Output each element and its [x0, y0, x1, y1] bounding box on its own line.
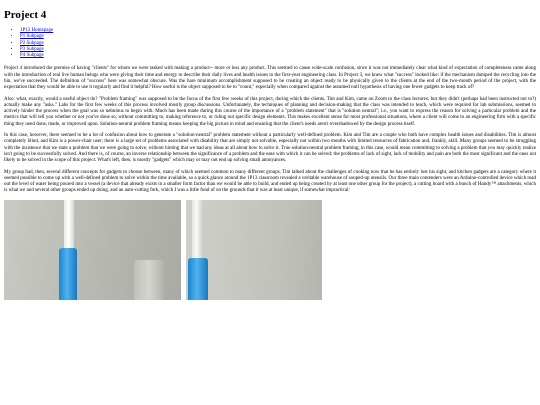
photo-tube-blue-2: [188, 258, 208, 300]
page-title: Project 4: [4, 9, 47, 21]
photo-tube-gray: [134, 260, 164, 300]
nav-link-p2[interactable]: P2 Subpage: [20, 40, 44, 46]
paragraph-problem-framing: Also: what, exactly, would a useful object do? "Problem framing" was supposed to be the focus of the first few weeks of this project, during which the clients, Tim and Kim, came on Zoom to the class lectures; but they didn't (perhaps had been instructed not to?) actually make any "asks." Labs for the first few weeks of this process involved mostly group discussions. Unfortunately, the techniques of planning and decision-making that the class was intended to teach, which were required for lab submissions, seemed to actively hinder the process when the goal was so nebulous to begin with. Much has been made during this course of the importance of a "problem statement" that is "solution neutral"; i.e., you want to express the reason for solving a particular problem and the metrics that will tell you whether or not you've done so, without committing to, making reference to, or ruling out specific design elements. This makes excellent sense for most professional situations, where a client will come to an engineering firm with a specific thing they need done, made, or improved upon. Solution-neutral problem framing means keeping the big picture in mind and ensuring that the client's needs aren't overshadowed by the design process itself.: [4, 96, 536, 127]
nav-link-p3[interactable]: P3 Subpage: [20, 46, 44, 52]
subpage-nav-list: [4, 28, 536, 59]
prototype-photo-1: [4, 200, 181, 300]
photo-tube-white: [64, 200, 74, 254]
page-content: [4, 0, 536, 300]
nav-link-p1[interactable]: P1 Subpage: [20, 34, 44, 40]
nav-item-p4: [20, 53, 536, 59]
paragraph-intro: Project 4 introduced the premise of having "clients" for whom we were tasked with making a product-- more or less any product. This seemed to cause wide-scale confusion, since it was not immediately clear what kind of expectation of completeness came along with the introduction of real live human beings who were giving their time and energy to describe their daily lives and health issues to the first-year engineering class. In Project 3, we knew what "success" looked like: if the mechanism dumped the recycling into the bin, we've succeeded. The definition of "success" here was somewhat obscure. Was the bare minimum accomplishment supposed to be creating an object ready to be physically given to the clients at the end of the two-month period of the project, with the expectation that they would be able to use it regularly and find it helpful? How useful is the object supposed to be to "count," especially when compared against the assumed null hypothesis of having one fewer gadgets to keep track of?: [4, 66, 536, 91]
paragraph-group-concepts: My group had, then, several different concepts for gadgets to choose between, many of which seemed common to many different groups. Tim talked about the challenges of cooking now that he has entirely lost his sight, and kitchen gadgets are a category where it seemed possible to come up with a well-defined problem to solve within the time available, so a quick glance around the 1P13 classroom revealed a veritable warehouse of souped-up utensils. Our three main contenders were an Arduino-controlled device which read out the level of water being poured into a vessel (a device that already exists in a smaller form factor than we would be able to build, and ended up being created by at least one other group for the project), a cutting board with a bunch of Handy™ attachments, which is what we and several other groups ended up doing, and an auto-cutting fork, which I was a little fond of on the grounds that it was at least unique, if somewhat impractical:: [4, 169, 536, 194]
prototype-photo-2: [186, 200, 322, 300]
nav-link-p4[interactable]: P4 Subpage: [20, 53, 44, 59]
image-row: [4, 200, 536, 300]
nav-link-homepage[interactable]: 1P13 Homepage: [20, 28, 54, 33]
photo-tube-blue: [59, 248, 77, 300]
photo-tube-white-2: [192, 200, 202, 264]
paragraph-solution-neutral: In this case, however, there seemed to be a lot of confusion about how to generate a "solution-neutral" problem statement without a particularly well-defined problem. Kim and Tim are a couple who both have complex health issues and disabilities. Tim is almost completely blind, and Kim is a power-chair user; there is a large set of problems associated with disability that are simply not solvable, especially not within two months with limited resources of fabrication and, frankly, skill. Many groups seemed to be struggling with the insistence that we state a problem that we were going to solve, without hinting that we had any ideas at all about how to solve it. True solution-neutral problem framing, in this case, would mean committing to solving a problem that you may quickly realize isn't going to be successfully solved. And there is, of course, an inverse relationship between the significance of a problem and the ease with which it can be solved; the problems of lack of sight, lack of mobility and pain are both the most significant and the ones not likely to be solved in the scope of this project. What's left, then, is mostly "gadgets" which may or may not end up solving small annoyances.: [4, 133, 536, 163]
